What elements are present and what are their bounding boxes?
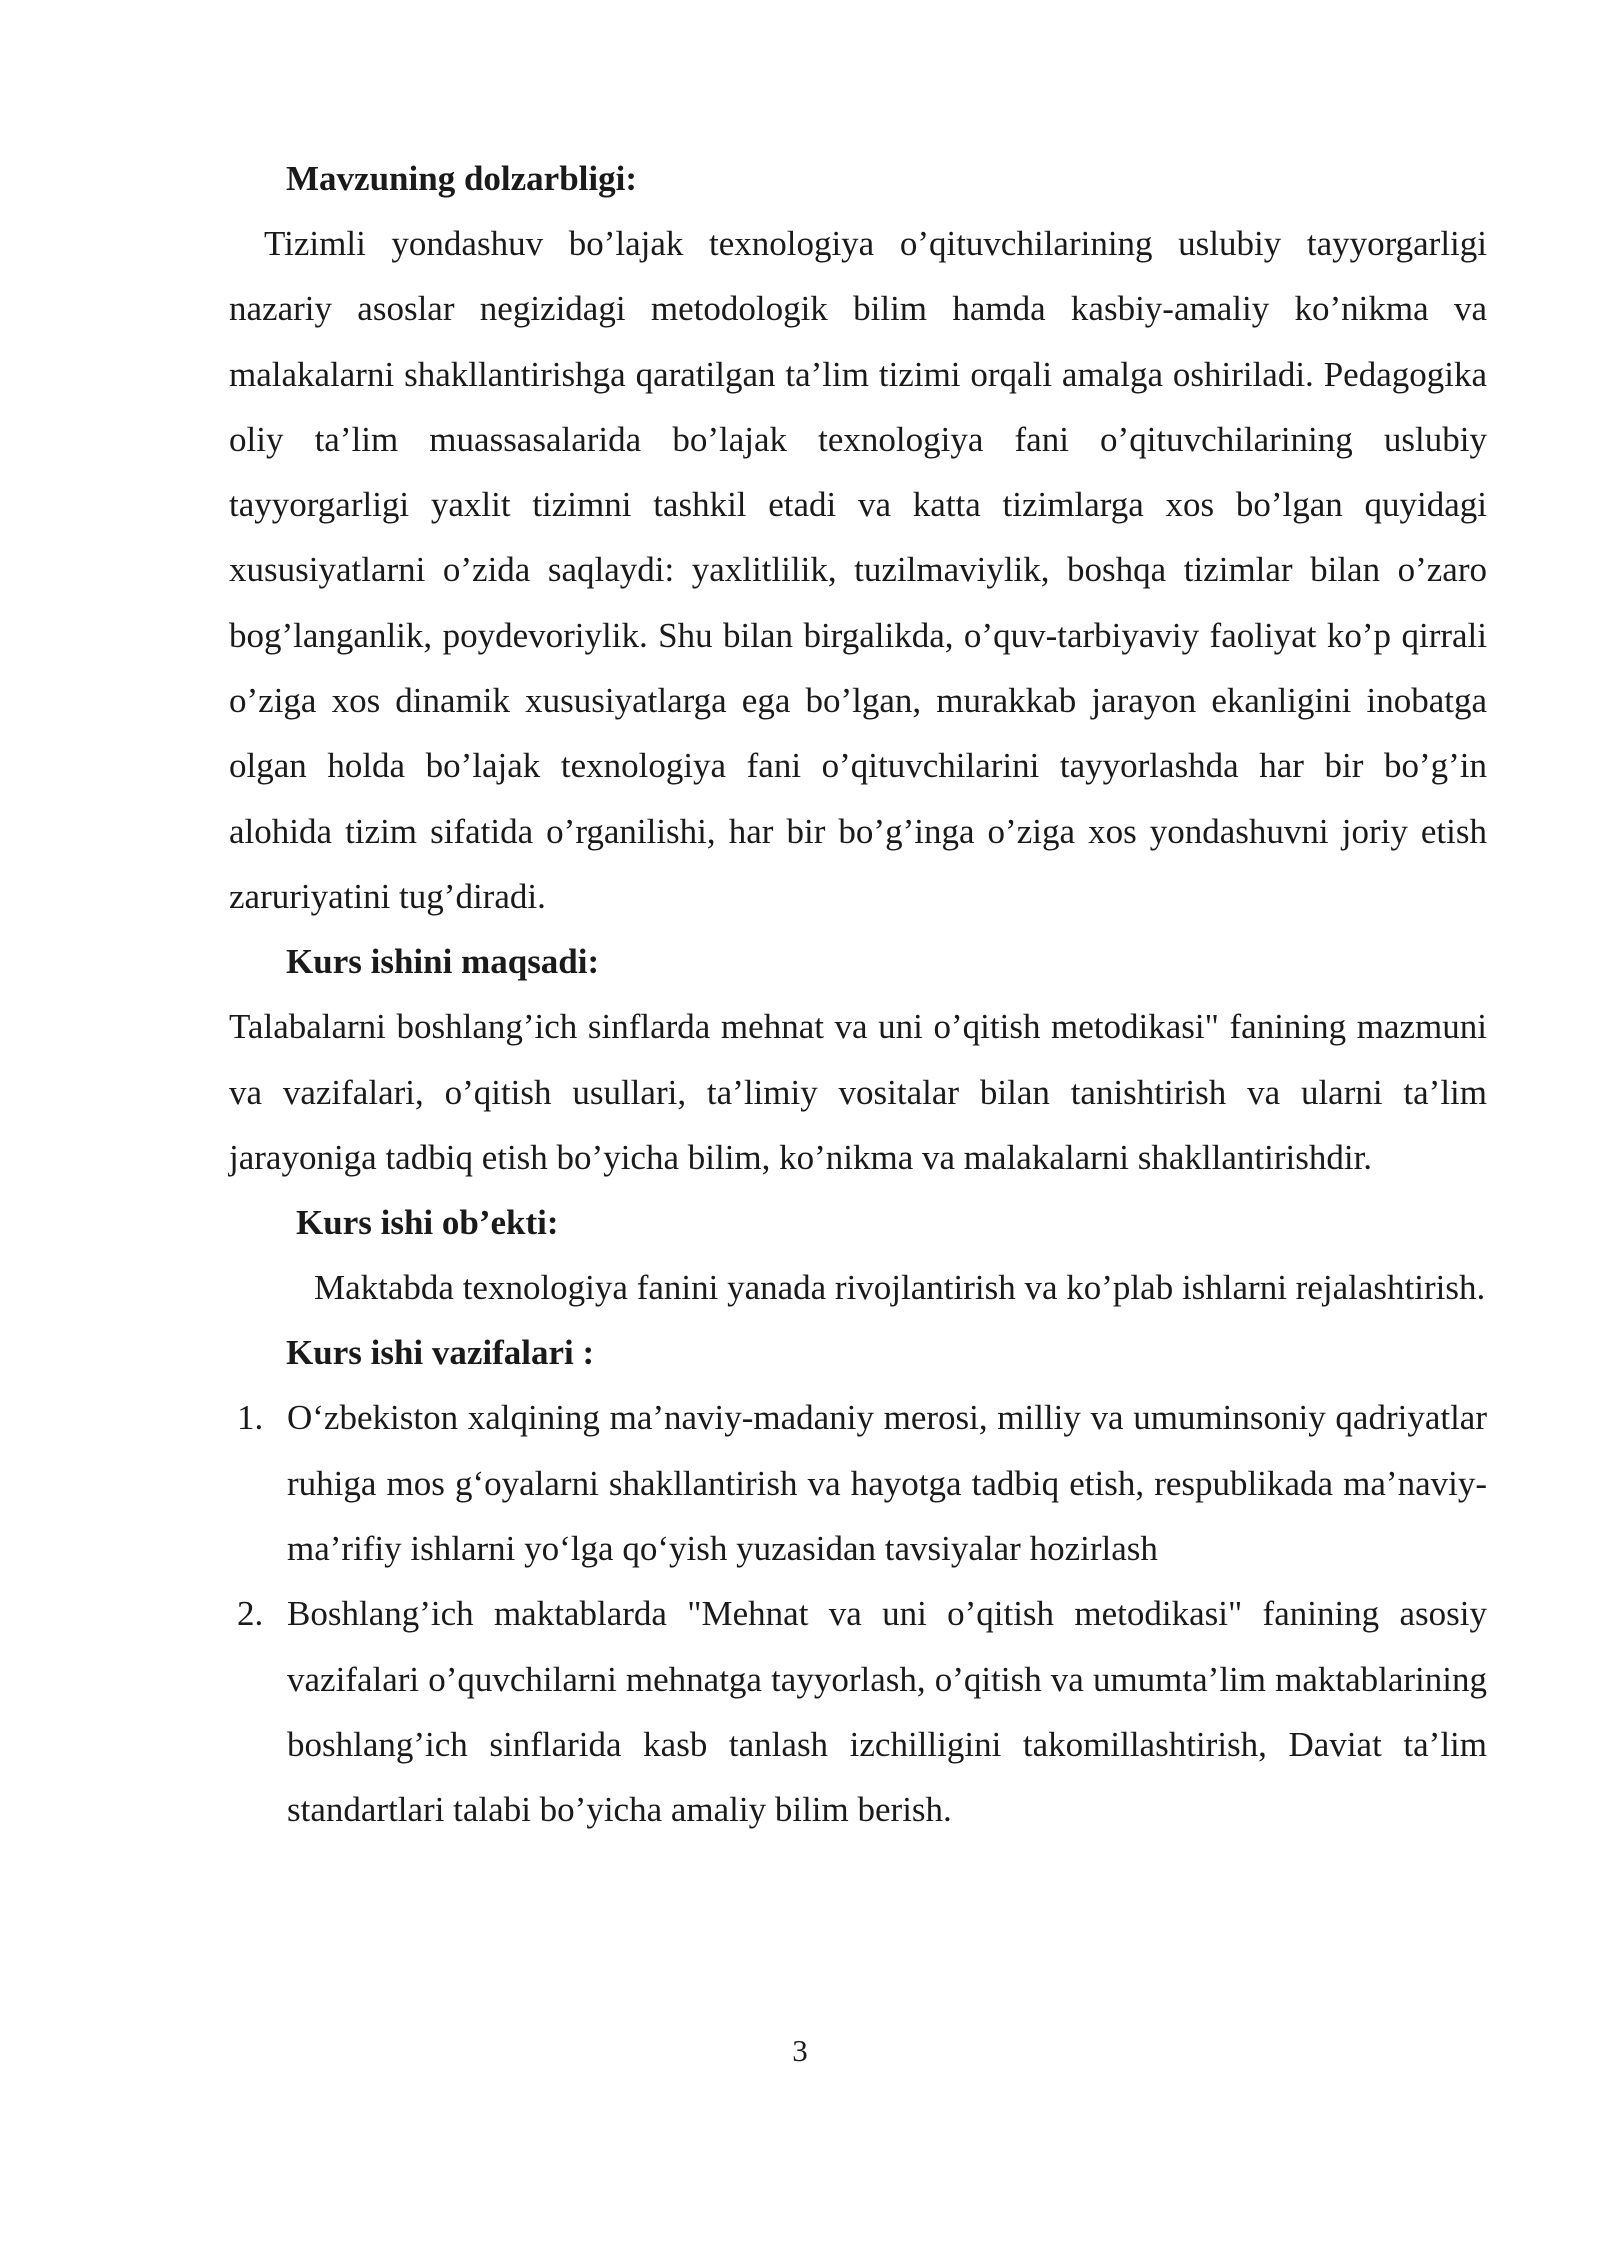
list-item-number: 1.	[237, 1398, 264, 1438]
relevance-heading: Mavzuning dolzarbligi:	[286, 159, 637, 198]
page-content	[229, 146, 1487, 1843]
list-item-text: Boshlang’ich maktablarda "Mehnat va uni o’qitish metodikasi" fanining asosiy vazifalari o’quvchilarni mehnatga tayyorlash, o’qitish va umumta’lim maktablarining boshlang’ich sinflarida kasb tanlash izchilligini takomillashtirish, Daviat ta’lim standartlari talabi bo’yicha amaliy bilim berish.	[287, 1594, 1487, 1830]
object-paragraph: Maktabda texnologiya fanini yanada rivojlantirish va ko’plab ishlarni rejalashtirish.	[314, 1268, 1486, 1308]
relevance-paragraph: Tizimli yondashuv bo’lajak texnologiya o’qituvchilarining uslubiy tayyorgarligi nazariy asoslar negizidagi metodologik bilim hamda kasbiy-amaliy ko’nikma va malakalarni shakllantirishga qaratilgan ta’lim tizimi orqali amalga oshiriladi. Pedagogika oliy ta’lim muassasalarida bo’lajak texnologiya fani o’qituvchilarining uslubiy tayyorgarligi yaxlit tizimni tashkil etadi va katta tizimlarga xos bo’lgan quyidagi xususiyatlarni o’zida saqlaydi: yaxlitlilik, tuzilmaviylik, boshqa tizimlar bilan o’zaro bog’langanlik, poydevoriylik. Shu bilan birgalikda, o’quv-tarbiyaviy faoliyat ko’p qirrali o’ziga xos dinamik xususiyatlarga ega bo’lgan, murakkab jarayon ekanligini inobatga olgan holda bo’lajak texnologiya fani o’qituvchilarini tayyorlashda har bir bo’g’in alohida tizim sifatida o’rganilishi, har bir bo’g’inga o’ziga xos yondashuvni joriy etish zaruriyatini tug’diradi.	[229, 224, 1487, 916]
list-item-text: O‘zbekiston xalqining ma’naviy-madaniy merosi, milliy va umuminsoniy qadriyatlar ruhiga mos g‘oyalarni shakllantirish va hayotga tadbiq etish, respublikada ma’naviy-ma’rifiy ishlarni yo‘lga qo‘yish yuzasidan tavsiyalar hozirlash	[287, 1398, 1487, 1569]
tasks-heading: Kurs ishi vazifalari :	[286, 1333, 595, 1373]
list-item	[229, 1581, 1487, 1842]
list-item	[229, 1385, 1487, 1581]
list-item-number: 2.	[237, 1594, 264, 1634]
goal-paragraph: Talabalarni boshlang’ich sinflarda mehnat va uni o’qitish metodikasi" fanining mazmuni va vazifalari, o’qitish usullari, ta’limiy vositalar bilan tanishtirish va ularni ta’lim jarayoniga tadbiq etish bo’yicha bilim, ko’nikma va malakalarni shakllantirishdir.	[229, 1007, 1487, 1177]
object-heading: Kurs ishi ob’ekti:	[296, 1203, 559, 1243]
goal-heading: Kurs ishini maqsadi:	[286, 942, 600, 982]
tasks-list	[229, 1385, 1487, 1842]
page-number: 3	[792, 2033, 808, 2068]
